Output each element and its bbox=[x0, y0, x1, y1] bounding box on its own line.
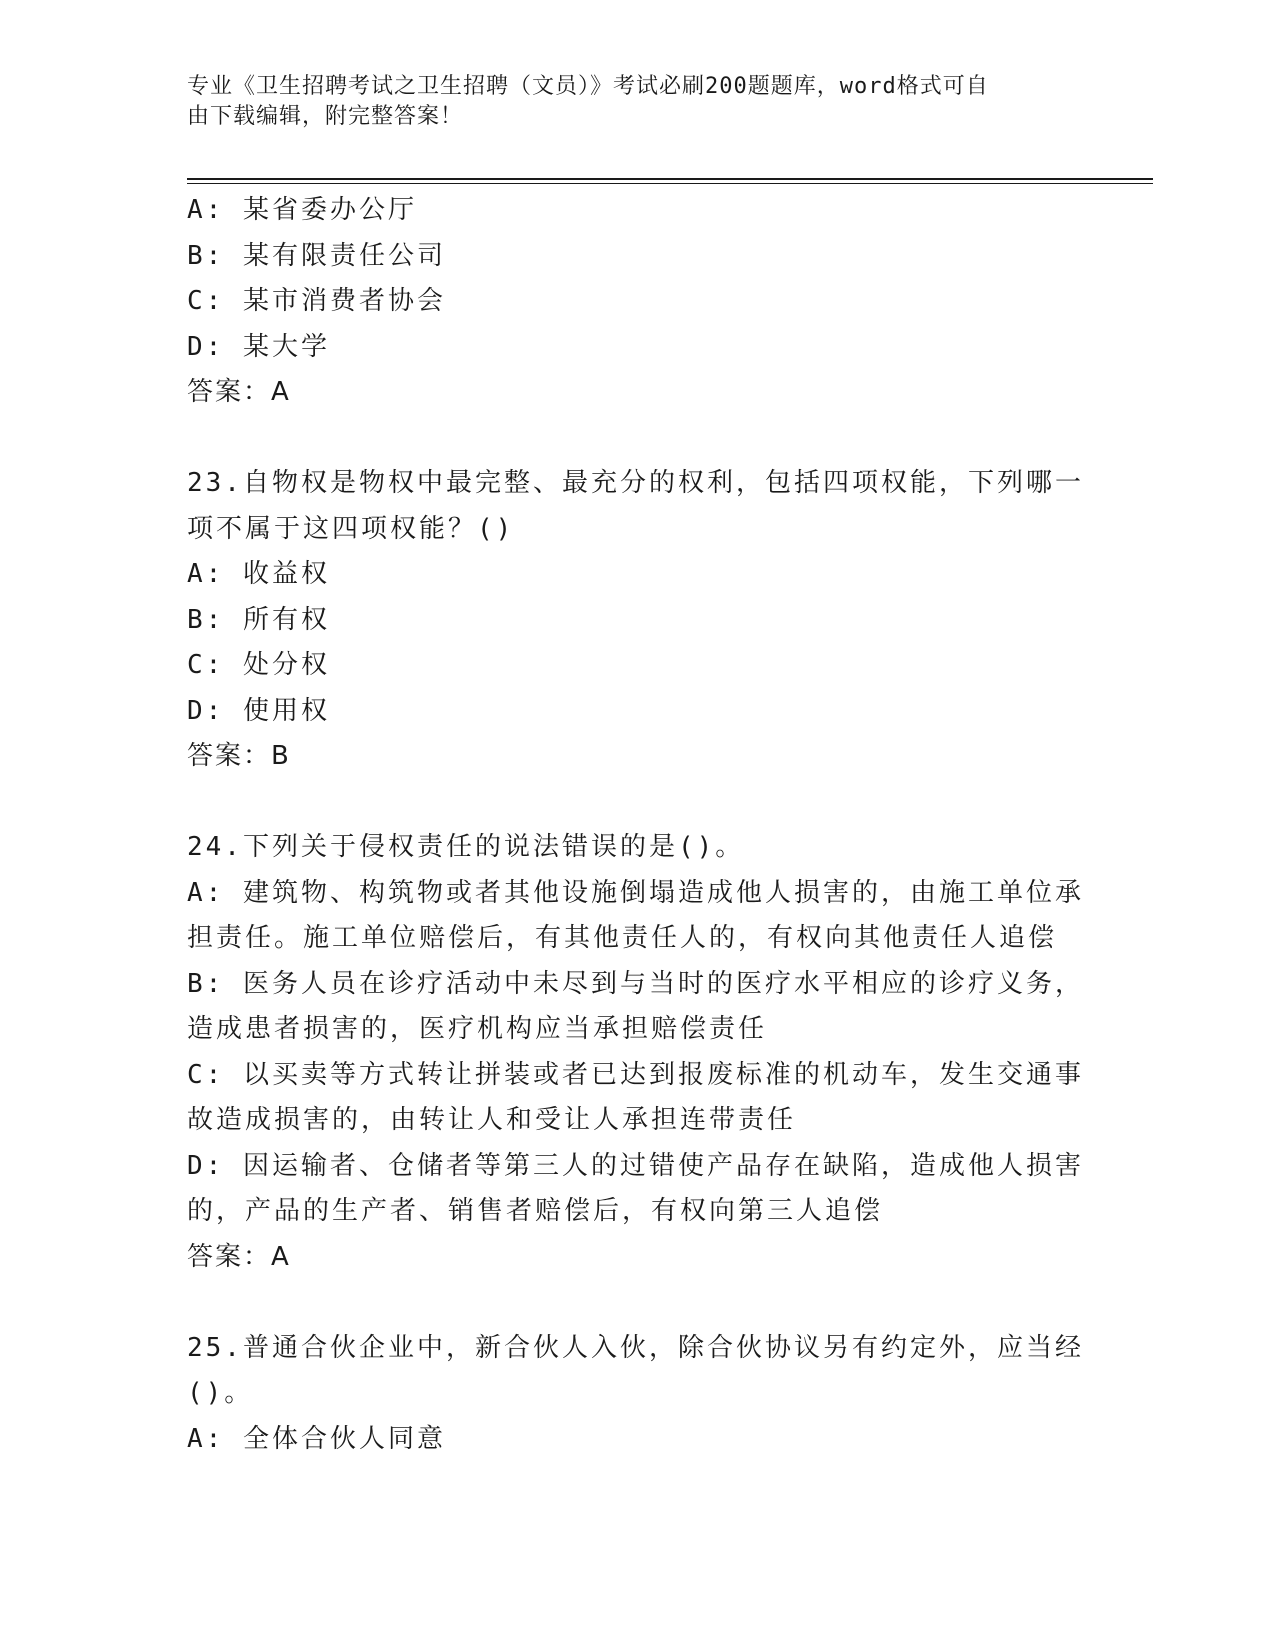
option-b: B: 某有限责任公司 bbox=[187, 240, 446, 271]
question-stem: 25.普通合伙企业中，新合伙人入伙，除合伙协议另有约定外，应当经 bbox=[187, 1332, 1084, 1363]
option-a: A: 建筑物、构筑物或者其他设施倒塌造成他人损害的，由施工单位承 bbox=[187, 877, 1084, 908]
option-b: B: 所有权 bbox=[187, 604, 330, 635]
option-d: D: 某大学 bbox=[187, 331, 330, 362]
answer-line: 答案：A bbox=[187, 377, 291, 407]
header-divider bbox=[187, 178, 1153, 184]
question-stem-cont: 项不属于这四项权能？() bbox=[187, 513, 515, 544]
option-b-cont: 造成患者损害的，医疗机构应当承担赔偿责任 bbox=[187, 1014, 768, 1044]
question-stem: 24.下列关于侵权责任的说法错误的是()。 bbox=[187, 832, 745, 862]
option-c: C: 处分权 bbox=[187, 650, 330, 680]
question-25 bbox=[187, 1326, 1084, 1463]
document-header bbox=[187, 72, 1067, 132]
option-a: A: 全体合伙人同意 bbox=[187, 1423, 446, 1454]
option-d: D: 因运输者、仓储者等第三人的过错使产品存在缺陷，造成他人损害 bbox=[187, 1150, 1084, 1181]
document-body bbox=[187, 188, 1084, 1462]
option-c-cont: 故造成损害的，由转让人和受让人承担连带责任 bbox=[187, 1105, 797, 1135]
option-c: C: 以买卖等方式转让拼装或者已达到报废标准的机动车，发生交通事 bbox=[187, 1059, 1084, 1090]
answer-line: 答案：B bbox=[187, 741, 291, 771]
option-a: A: 收益权 bbox=[187, 559, 330, 589]
answer-line: 答案：A bbox=[187, 1241, 291, 1272]
question-22 bbox=[187, 188, 1067, 416]
option-a: A: 某省委办公厅 bbox=[187, 195, 417, 225]
spacer bbox=[187, 416, 1067, 462]
question-23 bbox=[187, 461, 1084, 780]
option-a-cont: 担责任。施工单位赔偿后，有其他责任人的，有权向其他责任人追偿 bbox=[187, 923, 1058, 953]
option-c: C: 某市消费者协会 bbox=[187, 286, 446, 316]
header-line-1: 专业《卫生招聘考试之卫生招聘（文员）》考试必刷200题题库，word格式可自 bbox=[187, 74, 989, 99]
spacer bbox=[187, 780, 1067, 826]
option-d: D: 使用权 bbox=[187, 695, 330, 726]
header-line-2: 由下载编辑，附完整答案！ bbox=[187, 104, 464, 129]
question-stem: 23.自物权是物权中最完整、最充分的权利，包括四项权能，下列哪一 bbox=[187, 468, 1084, 498]
question-24 bbox=[187, 825, 1084, 1280]
question-stem-cont: ()。 bbox=[187, 1378, 254, 1408]
spacer bbox=[187, 1280, 1067, 1326]
option-d-cont: 的，产品的生产者、销售者赔偿后，有权向第三人追偿 bbox=[187, 1196, 884, 1226]
option-b: B: 医务人员在诊疗活动中未尽到与当时的医疗水平相应的诊疗义务， bbox=[187, 968, 1084, 999]
